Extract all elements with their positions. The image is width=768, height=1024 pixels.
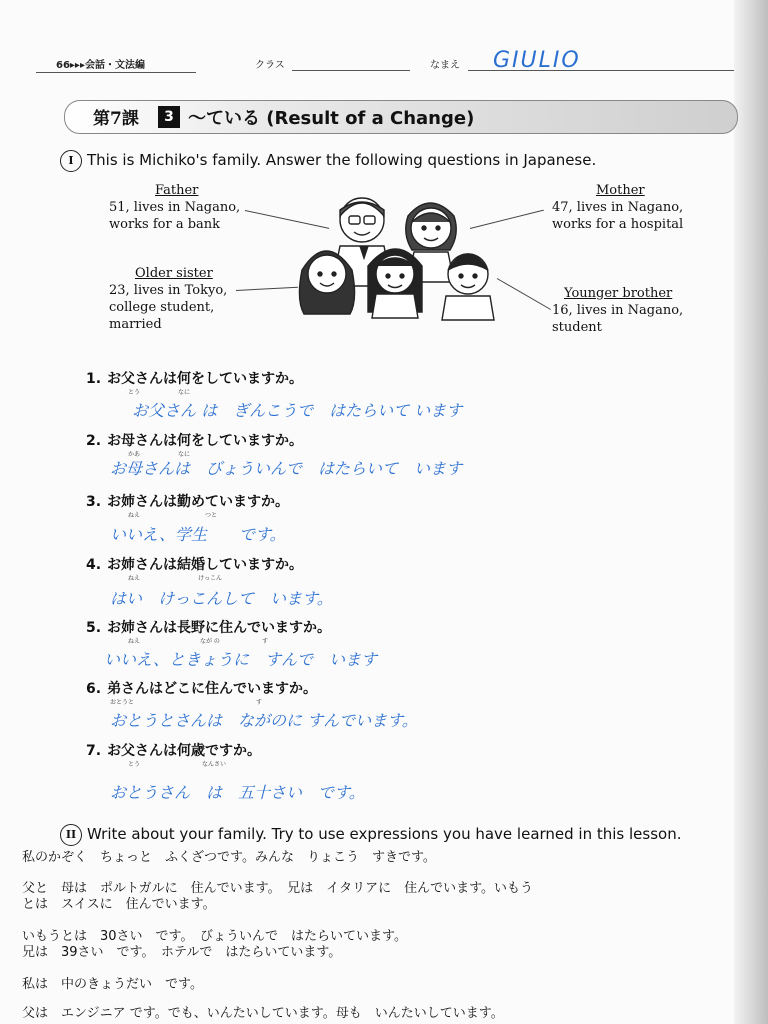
question-item: 5. お姉さんは長野に住んでいますか。 (86, 620, 332, 636)
role-desc: 47, lives in Nagano, works for a hospital (552, 200, 684, 232)
question-item: 1. お父さんは何をしていますか。 (86, 371, 304, 387)
leader-brother (497, 278, 551, 310)
role-desc: 16, lives in Nagano, student (552, 303, 684, 335)
furigana: ねえ (128, 575, 141, 582)
leader-sister (236, 287, 298, 291)
family-father (109, 182, 240, 233)
part1-instruction: This is Michiko's family. Answer the following questions in Japanese. (87, 151, 597, 169)
question-item: 2. お母さんは何をしていますか。 (86, 433, 304, 449)
family-younger-brother (552, 285, 683, 336)
furigana: けっこん (198, 575, 223, 582)
question-item: 3. お姉さんは勤めていますか。 (86, 494, 290, 510)
furigana: す (262, 638, 269, 645)
class-field-line (292, 70, 410, 71)
question-item: 4. お姉さんは結婚していますか。 (86, 557, 304, 573)
class-label: クラス (255, 60, 285, 71)
student-name: GIULIO (493, 48, 581, 73)
answer-handwritten: お父さん は ぎんこうで はたらいて います (132, 401, 463, 420)
role-label: Father (155, 183, 199, 198)
essay-line: 父と 母は ポルトガルに 住んでいます。 兄は イタリアに 住んでいます。いもう とは スイスに 住んでいます。 (22, 881, 534, 912)
furigana: つと (205, 512, 218, 519)
lesson-number: 第7課 (93, 109, 139, 129)
part2-instruction: Write about your family. Try to use expressions you have learned in this lesson. (87, 825, 682, 843)
section-badge: 3 (158, 106, 180, 128)
answer-handwritten: いいえ、ときょうに すんで います (104, 650, 377, 669)
essay-line: 私のかぞく ちょっと ふくざつです。みんな りょこう すきです。 (22, 850, 436, 865)
answer-handwritten: はい けっこんして います。 (110, 589, 333, 608)
furigana: なに (178, 389, 191, 396)
essay-line: いもうとは 30さい です。 びょういんで はたらいています。 兄は 39さい です。 ホテルで はたらいています。 (22, 929, 407, 960)
role-desc: 23, lives in Tokyo, college student, married (109, 283, 228, 332)
family-older-sister (109, 265, 227, 333)
answer-handwritten: おとうさん は 五十さい です。 (110, 783, 365, 802)
furigana: なに (178, 451, 191, 458)
part2-numeral: II (60, 824, 82, 846)
essay-line: 父は エンジニア です。でも、いんたいしています。母も いんたいしています。 (22, 1006, 504, 1021)
furigana: す (256, 699, 263, 706)
role-label: Younger brother (564, 286, 673, 301)
name-label: なまえ (430, 60, 460, 71)
furigana: なが の (200, 638, 220, 645)
furigana: とう (128, 761, 141, 768)
furigana: おとうと (110, 699, 135, 706)
family-illustration-icon (296, 186, 502, 322)
role-label: Mother (596, 183, 645, 198)
role-desc: 51, lives in Nagano, works for a bank (109, 200, 241, 232)
question-item: 7. お父さんは何歳ですか。 (86, 743, 262, 759)
answer-handwritten: おとうとさんは ながのに すんでいます。 (110, 711, 418, 730)
role-label: Older sister (135, 266, 213, 281)
question-item: 6. 弟さんはどこに住んでいますか。 (86, 681, 318, 697)
book-spine-shadow (734, 0, 768, 1024)
family-mother (552, 182, 683, 233)
furigana: ねえ (128, 638, 141, 645)
furigana: なんさい (202, 761, 227, 768)
header-underline (36, 72, 196, 73)
furigana: かあ (128, 451, 141, 458)
page-title: 〜ている (Result of a Change) (188, 108, 475, 129)
part1-numeral: I (60, 150, 82, 172)
essay-line: 私は 中のきょうだい です。 (22, 977, 203, 992)
furigana: とう (128, 389, 141, 396)
answer-handwritten: お母さんは びょういんで はたらいて います (110, 459, 463, 478)
furigana: ねえ (128, 512, 141, 519)
answer-handwritten: いいえ、学生 です。 (110, 525, 286, 544)
page-label: 66▸▸▸会話・文法編 (56, 60, 145, 71)
